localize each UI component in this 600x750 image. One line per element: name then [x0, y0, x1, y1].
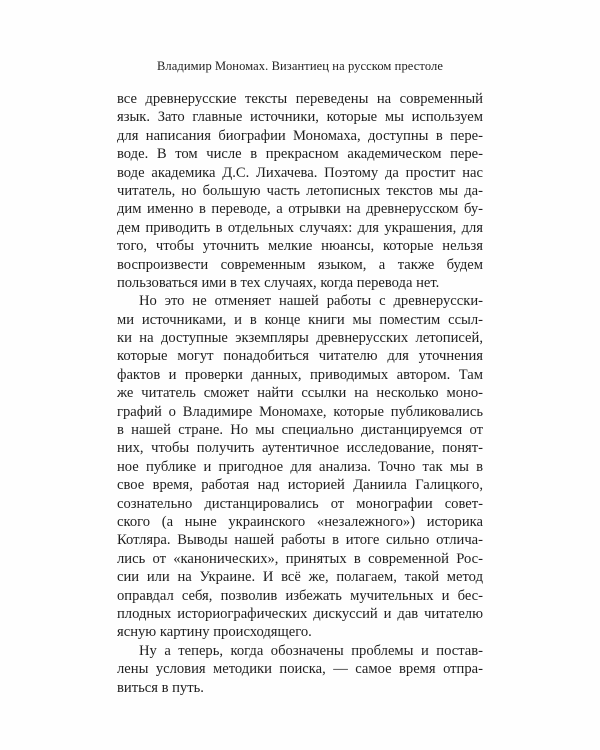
body-text: [117, 90, 483, 697]
text-line: Но это не отменяет нашей работы с древнерусски-: [139, 293, 483, 310]
text-line: сознательно дистанцировались от монографии совет-: [117, 495, 483, 512]
text-line: них, чтобы получить аутентичное исследование, понят-: [117, 440, 483, 457]
text-line: лены условия методики поиска, — самое время отпра-: [117, 661, 483, 678]
text-line: ми источниками, и в конце книги мы поместим ссыл-: [117, 311, 483, 328]
text-line: пользоваться ими в тех случаях, когда перевода нет.: [117, 274, 440, 291]
text-line: для написания биографии Мономаха, доступны в пере-: [117, 127, 483, 144]
text-line: воде. В том числе в прекрасном академическом пере-: [117, 146, 483, 163]
text-line: которые могут понадобиться читателю для уточнения: [117, 348, 483, 365]
text-line: воде академика Д.С. Лихачева. Поэтому да простит нас: [117, 164, 483, 181]
running-header: Владимир Мономах. Византиец на русском престоле: [157, 59, 443, 73]
text-line: оправдал себя, позволив избежать мучительных и бес-: [117, 587, 483, 604]
text-line: лись от «канонических», принятых в современной Рос-: [117, 550, 483, 567]
text-line: дем приводить в отдельных случаях: для украшения, для: [117, 219, 483, 236]
paragraph-1: [117, 90, 483, 292]
paragraph-2: [117, 292, 483, 641]
text-line: фактов и проверки данных, приводимых автором. Там: [117, 366, 483, 383]
text-line: читатель, но большую часть летописных текстов мы да-: [117, 182, 483, 199]
text-line: ского (а ныне украинского «незалежного») историка: [117, 513, 483, 530]
text-line: плодных историографических дискуссий и дав читателю: [117, 605, 483, 622]
text-line: ное публике и пригодное для анализа. Точно так мы в: [117, 458, 483, 475]
text-line: сии или на Украине. И всё же, полагаем, такой метод: [117, 569, 483, 586]
text-line: же читатель сможет найти ссылки на несколько моно-: [117, 385, 483, 402]
text-line: того, чтобы уточнить мелкие нюансы, которые нельзя: [117, 238, 483, 255]
text-line: графий о Владимире Мономахе, которые публиковались: [117, 403, 483, 420]
text-line: дим именно в переводе, а отрывки на древнерусском бу-: [117, 201, 483, 218]
paragraph-3: [117, 642, 483, 697]
text-line: воспроизвести современным языком, а также будем: [117, 256, 483, 273]
text-line: ясную картину происходящего.: [117, 624, 312, 641]
text-line: виться в путь.: [117, 679, 204, 696]
text-line: язык. Зато главные источники, которые мы используем: [117, 109, 483, 126]
text-line: Ну а теперь, когда обозначены проблемы и постав-: [139, 642, 483, 659]
text-line: свое время, работая над историей Даниила Галицкого,: [117, 477, 483, 494]
text-line: Котляра. Выводы нашей работы в итоге сильно отлича-: [117, 532, 483, 549]
text-line: в нашей стране. Но мы специально дистанцируемся от: [117, 422, 483, 439]
text-line: все древнерусские тексты переведены на современный: [117, 91, 483, 107]
text-line: ки на доступные экземпляры древнерусских летописей,: [117, 330, 483, 347]
